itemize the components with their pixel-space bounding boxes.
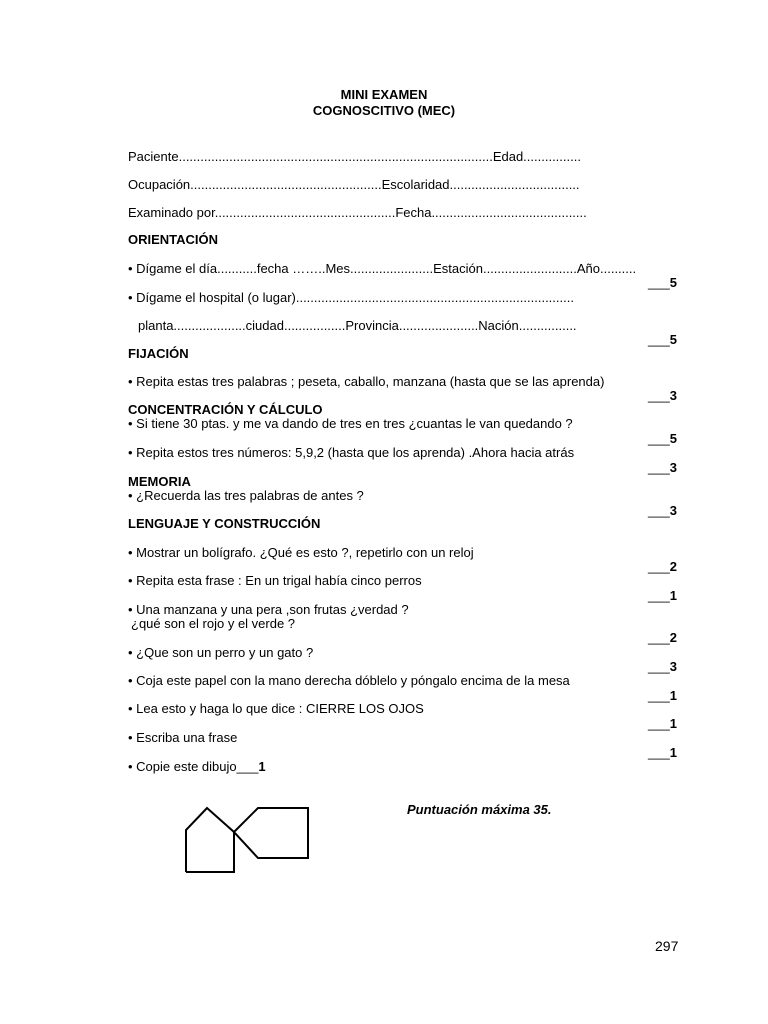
score-line: ___1 [648, 588, 677, 603]
drawing-arrow-shape [234, 808, 308, 858]
memoria-item-1: • ¿Recuerda las tres palabras de antes ? [128, 488, 364, 503]
score-line: ___1 [648, 745, 677, 760]
score-line: ___3 [648, 460, 677, 475]
ocupacion-field: Ocupación.....................................................Escolaridad.................................... [128, 177, 580, 192]
max-score: Puntuación máxima 35. [407, 802, 552, 817]
concentracion-item-2: • Repita estos tres números: 5,9,2 (hasta que los aprenda) .Ahora hacia atrás [128, 445, 575, 460]
examinado-field: Examinado por..................................................Fecha........................................... [128, 205, 587, 220]
score-line: ___3 [648, 388, 677, 403]
lenguaje-item-1: • Mostrar un bolígrafo. ¿Qué es esto ?, repetirlo con un reloj [128, 545, 474, 560]
lenguaje-item-3b: ¿qué son el rojo y el verde ? [131, 616, 296, 631]
orientacion-heading: ORIENTACIÓN [128, 232, 219, 247]
lenguaje-item-4: • ¿Que son un perro y un gato ? [128, 645, 314, 660]
score-line: ___5 [648, 431, 677, 446]
score-line: ___5 [648, 275, 677, 290]
score-line: ___2 [648, 630, 677, 645]
copy-drawing-figure [180, 800, 315, 880]
concentracion-item-1: • Si tiene 30 ptas. y me va dando de tres en tres ¿cuantas le van quedando ? [128, 416, 573, 431]
orientacion-item-2: • Dígame el hospital (o lugar)............................................................................. [128, 290, 574, 305]
orientacion-item-3: planta....................ciudad.................Provincia......................Nación................ [138, 318, 577, 333]
title-line-2: COGNOSCITIVO (MEC) [312, 103, 456, 118]
score-line: ___3 [648, 659, 677, 674]
title-line-1: MINI EXAMEN [340, 87, 428, 102]
score-line: ___1 [648, 716, 677, 731]
score-line: ___5 [648, 332, 677, 347]
concentracion-heading: CONCENTRACIÓN Y CÁLCULO [128, 402, 323, 417]
lenguaje-item-6: • Lea esto y haga lo que dice : CIERRE LOS OJOS [128, 701, 424, 716]
fijacion-heading: FIJACIÓN [128, 346, 189, 361]
fijacion-item-1: • Repita estas tres palabras ; peseta, caballo, manzana (hasta que se las aprenda) [128, 374, 605, 389]
lenguaje-item-5: • Coja este papel con la mano derecha dóblelo y póngalo encima de la mesa [128, 673, 570, 688]
lenguaje-item-7: • Escriba una frase [128, 730, 238, 745]
score-line: ___2 [648, 559, 677, 574]
lenguaje-item-2: • Repita esta frase : En un trigal había cinco perros [128, 573, 422, 588]
memoria-heading: MEMORIA [128, 474, 191, 489]
lenguaje-heading: LENGUAJE Y CONSTRUCCIÓN [128, 516, 321, 531]
lenguaje-item-3a: • Una manzana y una pera ,son frutas ¿verdad ? [128, 602, 409, 617]
score-line: ___1 [648, 688, 677, 703]
score-line: ___3 [648, 503, 677, 518]
drawing-house-shape [186, 808, 234, 872]
page-number: 297 [655, 938, 679, 954]
lenguaje-item-8: • Copie este dibujo___1 [128, 759, 266, 774]
paciente-field: Paciente.......................................................................................Edad................ [128, 149, 581, 164]
orientacion-item-1: • Dígame el día...........fecha ……..Mes.......................Estación..........................Año.......... [128, 261, 637, 276]
